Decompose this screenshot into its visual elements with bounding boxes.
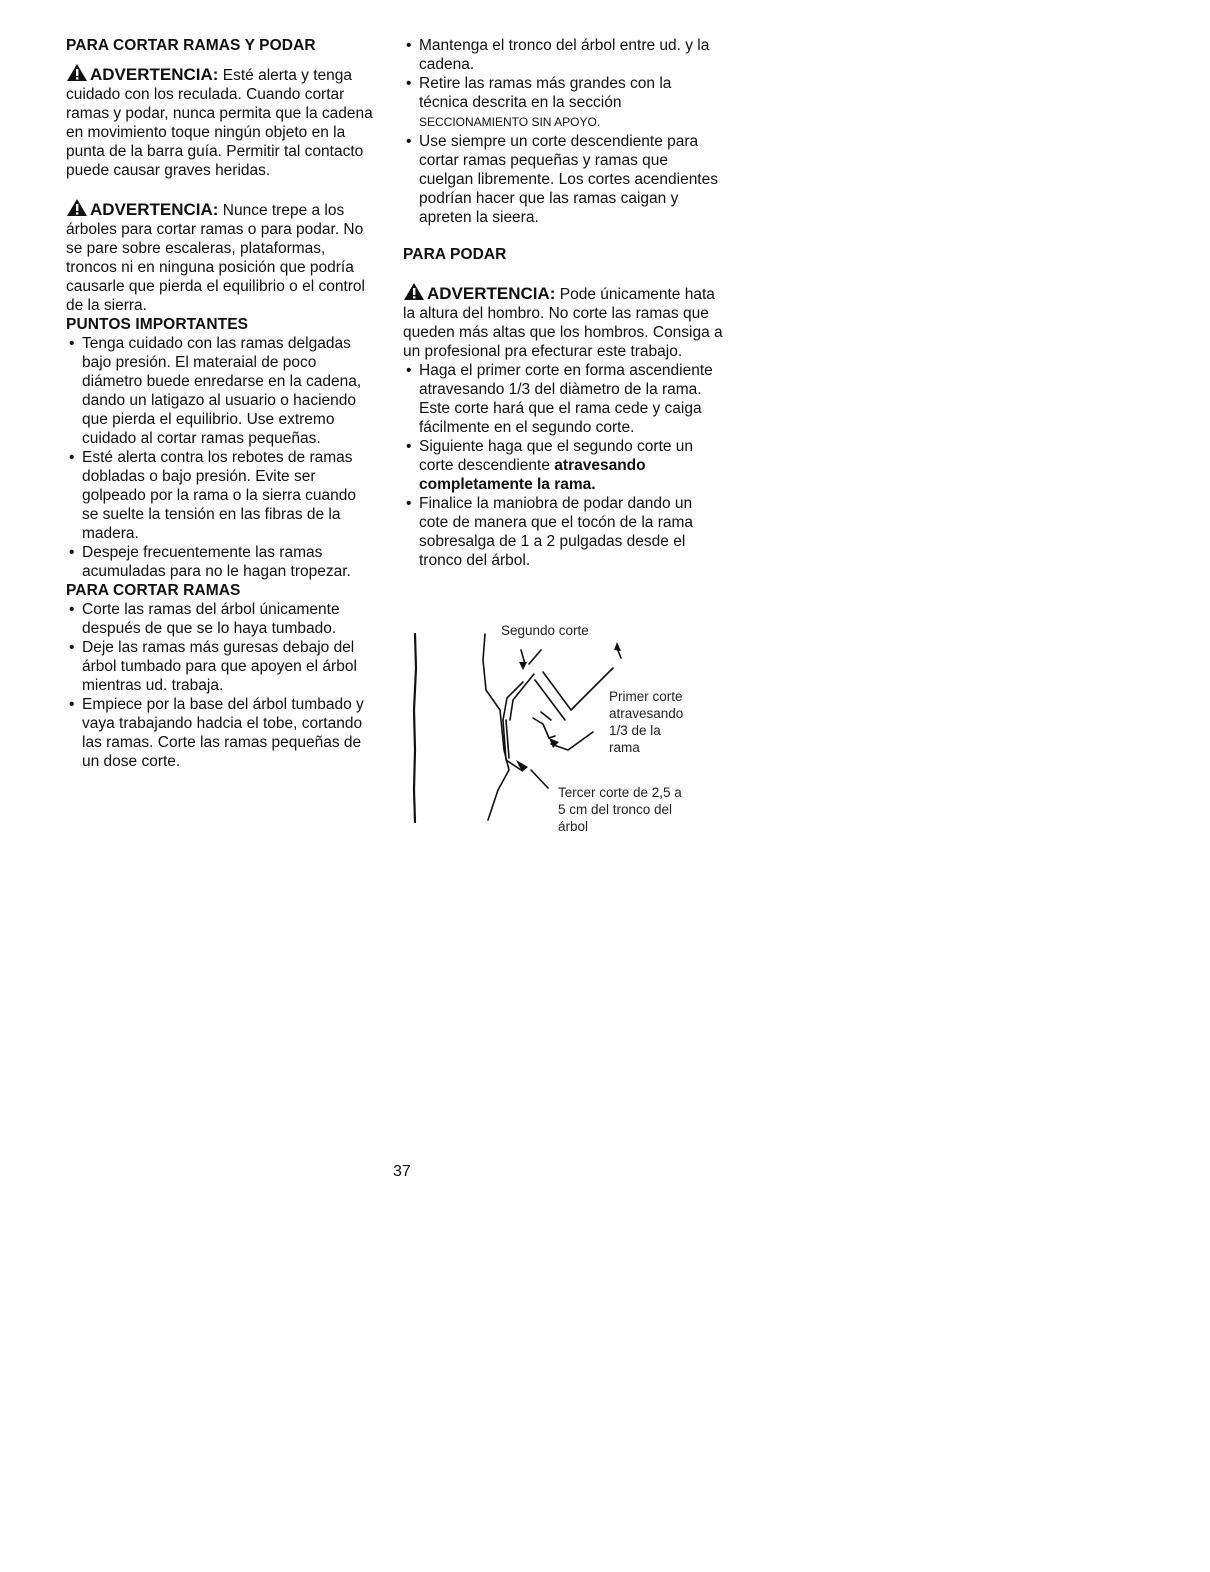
warning-block-1	[66, 63, 376, 180]
section-heading-para-podar: PARA PODAR	[403, 246, 507, 263]
list-item: • Empiece por la base del árbol tumbado y vaya trabajando hadcia el tobe, cortando las ramas. Corte las ramas pequeñas de un dose corte.	[66, 695, 376, 771]
pruning-diagram	[403, 620, 723, 840]
pruning-steps-list	[403, 361, 723, 570]
list-item: • Finalice la maniobra de podar dando un cote de manera que el tocón de la rama sobresalga de 1 a 2 pulgadas desde el tronco del árbol.	[403, 494, 723, 570]
warning-label: ADVERTENCIA:	[427, 284, 556, 303]
label-line: Tercer corte de 2,5 a	[558, 785, 682, 800]
warning-label: ADVERTENCIA:	[90, 65, 219, 84]
warning-text: Esté alerta y tenga cuidado con los reculada. Cuando cortar ramas y podar, nunca permita que la cadena en movimiento toque ningún objeto en la punta de la barra guía. Permitir tal contacto puede causar graves heridas.	[66, 67, 373, 179]
list-item	[403, 437, 723, 494]
warning-triangle-icon	[66, 63, 88, 82]
list-item: • Deje las ramas más guresas debajo del árbol tumbado para que apoyen el árbol mientras ud. trabaja.	[66, 638, 376, 695]
section-heading-cortar-podar: PARA CORTAR RAMAS Y PODAR	[66, 37, 316, 54]
section-heading-puntos-importantes: PUNTOS IMPORTANTES	[66, 316, 249, 333]
list-item-text: Siguiente haga que el segundo corte un corte descendiente	[419, 438, 694, 474]
cross-reference: SECCIONAMIENTO SIN APOYO.	[419, 115, 601, 129]
label-line: 5 cm del tronco del	[558, 802, 673, 817]
warning-triangle-icon	[66, 198, 88, 217]
section-heading-cortar-ramas: PARA CORTAR RAMAS	[66, 582, 241, 599]
label-line: atravesando	[609, 706, 684, 721]
branch-removal-list	[403, 36, 723, 227]
emphasis-text: atravesando completamente la rama.	[419, 457, 646, 493]
important-points-list	[66, 334, 376, 581]
right-column	[403, 36, 723, 570]
list-item	[403, 74, 723, 132]
label-line: árbol	[558, 819, 589, 834]
label-line: 1/3 de la	[609, 723, 661, 738]
label-second-cut: Segundo corte	[501, 623, 589, 638]
list-item: • Use siempre un corte descendiente para cortar ramas pequeñas y ramas que cuelgan libremente. Los cortes acendientes podrían hacer que las ramas caigan y apreten la sieera.	[403, 132, 723, 227]
list-item: • Corte las ramas del árbol únicamente después de que se lo haya tumbado.	[66, 600, 376, 638]
warning-triangle-icon	[403, 282, 425, 301]
list-item: • Despeje frecuentemente las ramas acumuladas para no le hagan tropezar.	[66, 543, 376, 581]
list-item: • Mantenga el tronco del árbol entre ud. y la cadena.	[403, 36, 723, 74]
list-item: • Esté alerta contra los rebotes de ramas dobladas o bajo presión. Evite ser golpeado por la rama o la sierra cuando se suelte la tensión en las fibras de la madera.	[66, 448, 376, 543]
list-item-text: Retire las ramas más grandes con la técnica descrita en la sección	[419, 75, 672, 111]
warning-text: Pode únicamente hata la altura del hombro. No corte las ramas que queden más altas que los hombros. Consiga a un profesional pra efecturar este trabajo.	[403, 286, 723, 360]
warning-block-2	[66, 198, 376, 315]
warning-block-3	[403, 282, 723, 361]
warning-label: ADVERTENCIA:	[90, 200, 219, 219]
label-third-cut	[558, 784, 682, 835]
label-line: rama	[609, 740, 640, 755]
warning-text: Nunce trepe a los árboles para cortar ramas o para podar. No se pare sobre escaleras, plataformas, troncos ni en ninguna posición que podría causarle que pierda el equilibrio o el control de la sierra.	[66, 202, 365, 314]
label-line: Primer corte	[609, 689, 683, 704]
page-number: 37	[393, 1163, 411, 1180]
list-item: • Haga el primer corte en forma ascendiente atravesando 1/3 del diàmetro de la rama. Este corte hará que el rama cede y caiga fácilmente en el segundo corte.	[403, 361, 723, 437]
left-column	[66, 36, 376, 771]
cut-branches-list	[66, 600, 376, 771]
label-first-cut	[609, 688, 683, 756]
list-item: • Tenga cuidado con las ramas delgadas bajo presión. El materaial de poco diámetro buede enredarse en la cadena, dando un latigazo al usuario o haciendo que pierda el equilibrio. Use extremo cuidado al cortar ramas pequeñas.	[66, 334, 376, 448]
